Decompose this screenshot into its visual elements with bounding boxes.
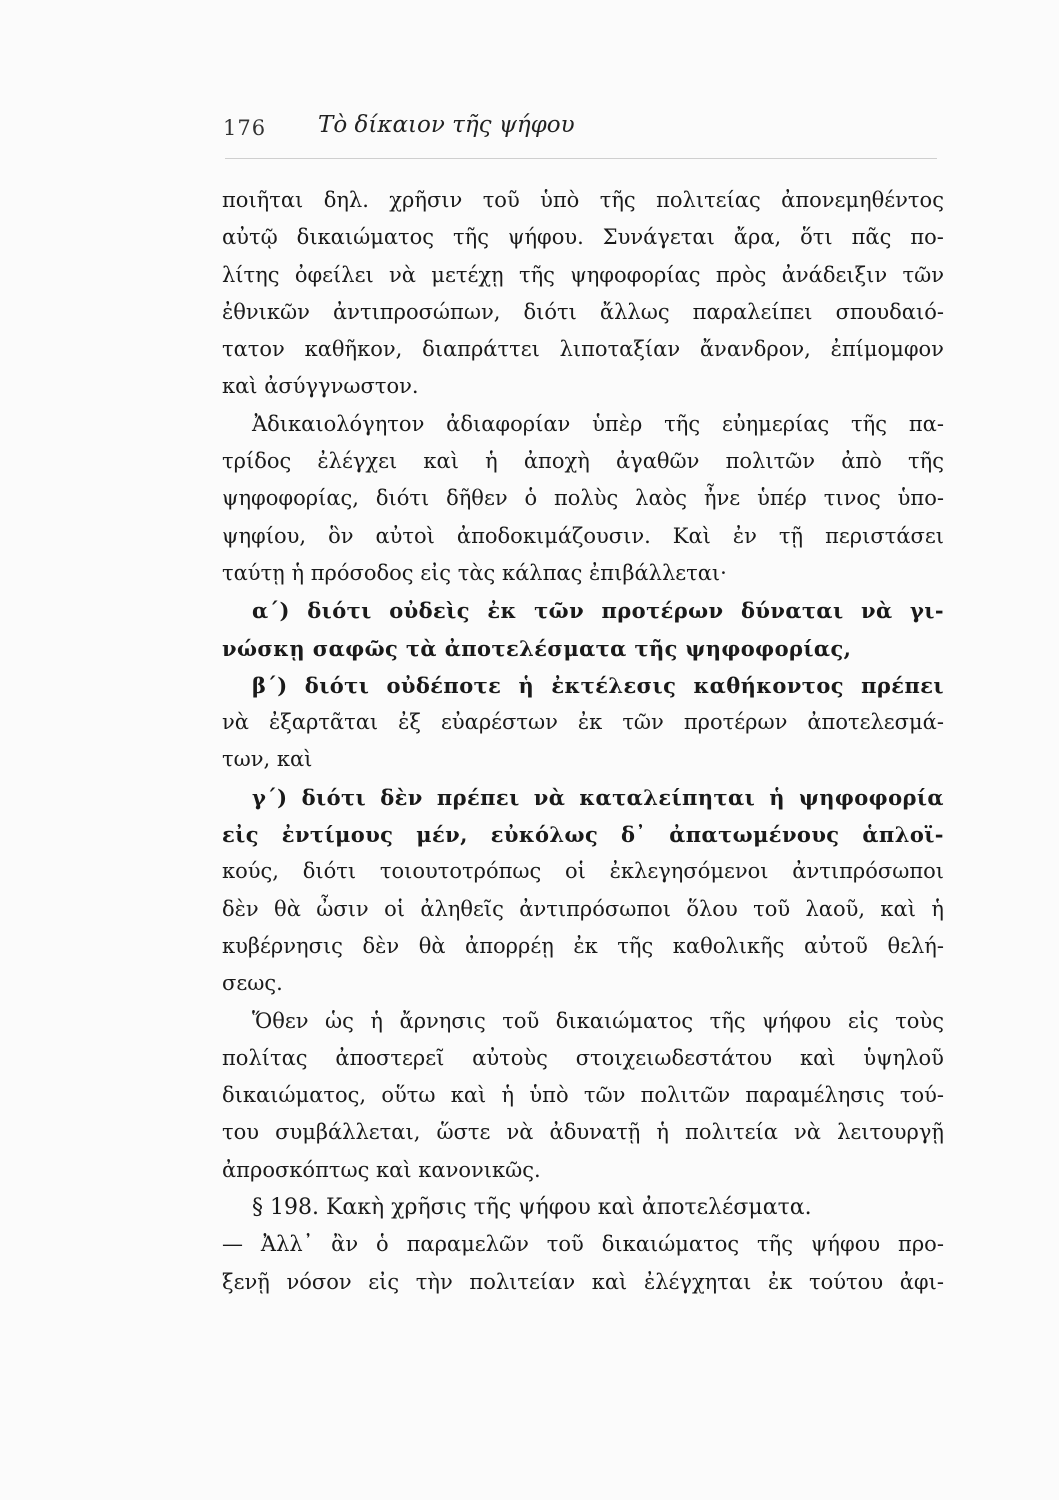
text-line: δικαιώματος, οὕτω καὶ ἡ ὑπὸ τῶν πολιτῶν παραμέλησις τού- xyxy=(222,1083,944,1108)
page-header xyxy=(223,112,963,152)
text-line: α΄) διότι οὐδεὶς ἐκ τῶν προτέρων δύναται νὰ γι- xyxy=(252,598,944,624)
text-line: εἰς ἐντίμους μέν, εὐκόλως δ᾿ ἀπατωμένους ἁπλοϊ- xyxy=(222,822,944,848)
section-heading: § 198. Κακὴ χρῆσις τῆς ψήφου καὶ ἀποτελέσματα. xyxy=(252,1195,812,1221)
text-line: ἐθνικῶν ἀντιπροσώπων, διότι ἄλλως παραλείπει σπουδαιό- xyxy=(222,299,944,324)
text-line: ψηφοφορίας, διότι δῆθεν ὁ πολὺς λαὸς ἦνε ὑπέρ τινος ὑπο- xyxy=(222,486,944,511)
text-line: τρίδος ἐλέγχει καὶ ἡ ἀποχὴ ἀγαθῶν πολιτῶν ἀπὸ τῆς xyxy=(222,449,944,474)
text-line: ταύτῃ ἡ πρόσοδος εἰς τὰς κάλπας ἐπιβάλλεται· xyxy=(222,560,727,585)
page-body xyxy=(222,182,944,1301)
header-rule xyxy=(225,158,937,159)
text-line: Ὅθεν ὡς ἡ ἄρνησις τοῦ δικαιώματος τῆς ψήφου εἰς τοὺς xyxy=(252,1008,944,1033)
text-line: λίτης ὀφείλει νὰ μετέχῃ τῆς ψηφοφορίας πρὸς ἀνάδειξιν τῶν xyxy=(222,262,944,287)
text-line: ποιῆται δηλ. χρῆσιν τοῦ ὑπὸ τῆς πολιτείας ἀπονεμηθέντος xyxy=(222,188,944,212)
text-line: του συμβάλλεται, ὥστε νὰ ἀδυνατῇ ἡ πολιτεία νὰ λειτουργῇ xyxy=(222,1120,944,1145)
text-line: ψηφίου, ὃν αὐτοὶ ἀποδοκιμάζουσιν. Καὶ ἐν τῇ περιστάσει xyxy=(222,523,944,548)
text-line: των, καὶ xyxy=(222,747,313,772)
text-line: νὰ ἐξαρτᾶται ἐξ εὐαρέστων ἐκ τῶν προτέρων ἀποτελεσμά- xyxy=(222,710,944,735)
text-line: νώσκῃ σαφῶς τὰ ἀποτελέσματα τῆς ψηφοφορίας, xyxy=(222,635,852,661)
text-line: καὶ ἀσύγγνωστον. xyxy=(222,374,419,399)
page-number: 176 xyxy=(223,116,267,140)
text-line: — Ἀλλ᾿ ἂν ὁ παραμελῶν τοῦ δικαιώματος τῆς ψήφου προ- xyxy=(222,1232,944,1257)
text-line: αὐτῷ δικαιώματος τῆς ψήφου. Συνάγεται ἄρα, ὅτι πᾶς πο- xyxy=(222,225,944,250)
text-line: γ΄) διότι δὲν πρέπει νὰ καταλείπηται ἡ ψηφοφορία xyxy=(252,784,944,810)
running-title: Τὸ δίκαιον τῆς ψήφου xyxy=(318,112,575,138)
text-line: σεως. xyxy=(222,971,283,996)
text-line: τατον καθῆκον, διαπράττει λιποταξίαν ἄνανδρον, ἐπίμομφον xyxy=(222,337,944,362)
text-line: κούς, διότι τοιουτοτρόπως οἱ ἐκλεγησόμενοι ἀντιπρόσωποι xyxy=(222,859,944,884)
text-line: ἀπροσκόπτως καὶ κανονικῶς. xyxy=(222,1157,541,1182)
text-line: πολίτας ἀποστερεῖ αὐτοὺς στοιχειωδεστάτου καὶ ὑψηλοῦ xyxy=(222,1045,944,1070)
text-line: ξενῇ νόσον εἰς τὴν πολιτείαν καὶ ἐλέγχηται ἐκ τούτου ἀφι- xyxy=(222,1269,944,1294)
text-line: κυβέρνησις δὲν θὰ ἀπορρέῃ ἐκ τῆς καθολικῆς αὐτοῦ θελή- xyxy=(222,933,944,958)
text-line: Ἀδικαιολόγητον ἀδιαφορίαν ὑπὲρ τῆς εὐημερίας τῆς πα- xyxy=(252,411,944,436)
text-line: β΄) διότι οὐδέποτε ἡ ἐκτέλεσις καθήκοντος πρέπει xyxy=(252,672,944,698)
text-line: δὲν θὰ ὦσιν οἱ ἀληθεῖς ἀντιπρόσωποι ὅλου τοῦ λαοῦ, καὶ ἡ xyxy=(222,896,944,921)
